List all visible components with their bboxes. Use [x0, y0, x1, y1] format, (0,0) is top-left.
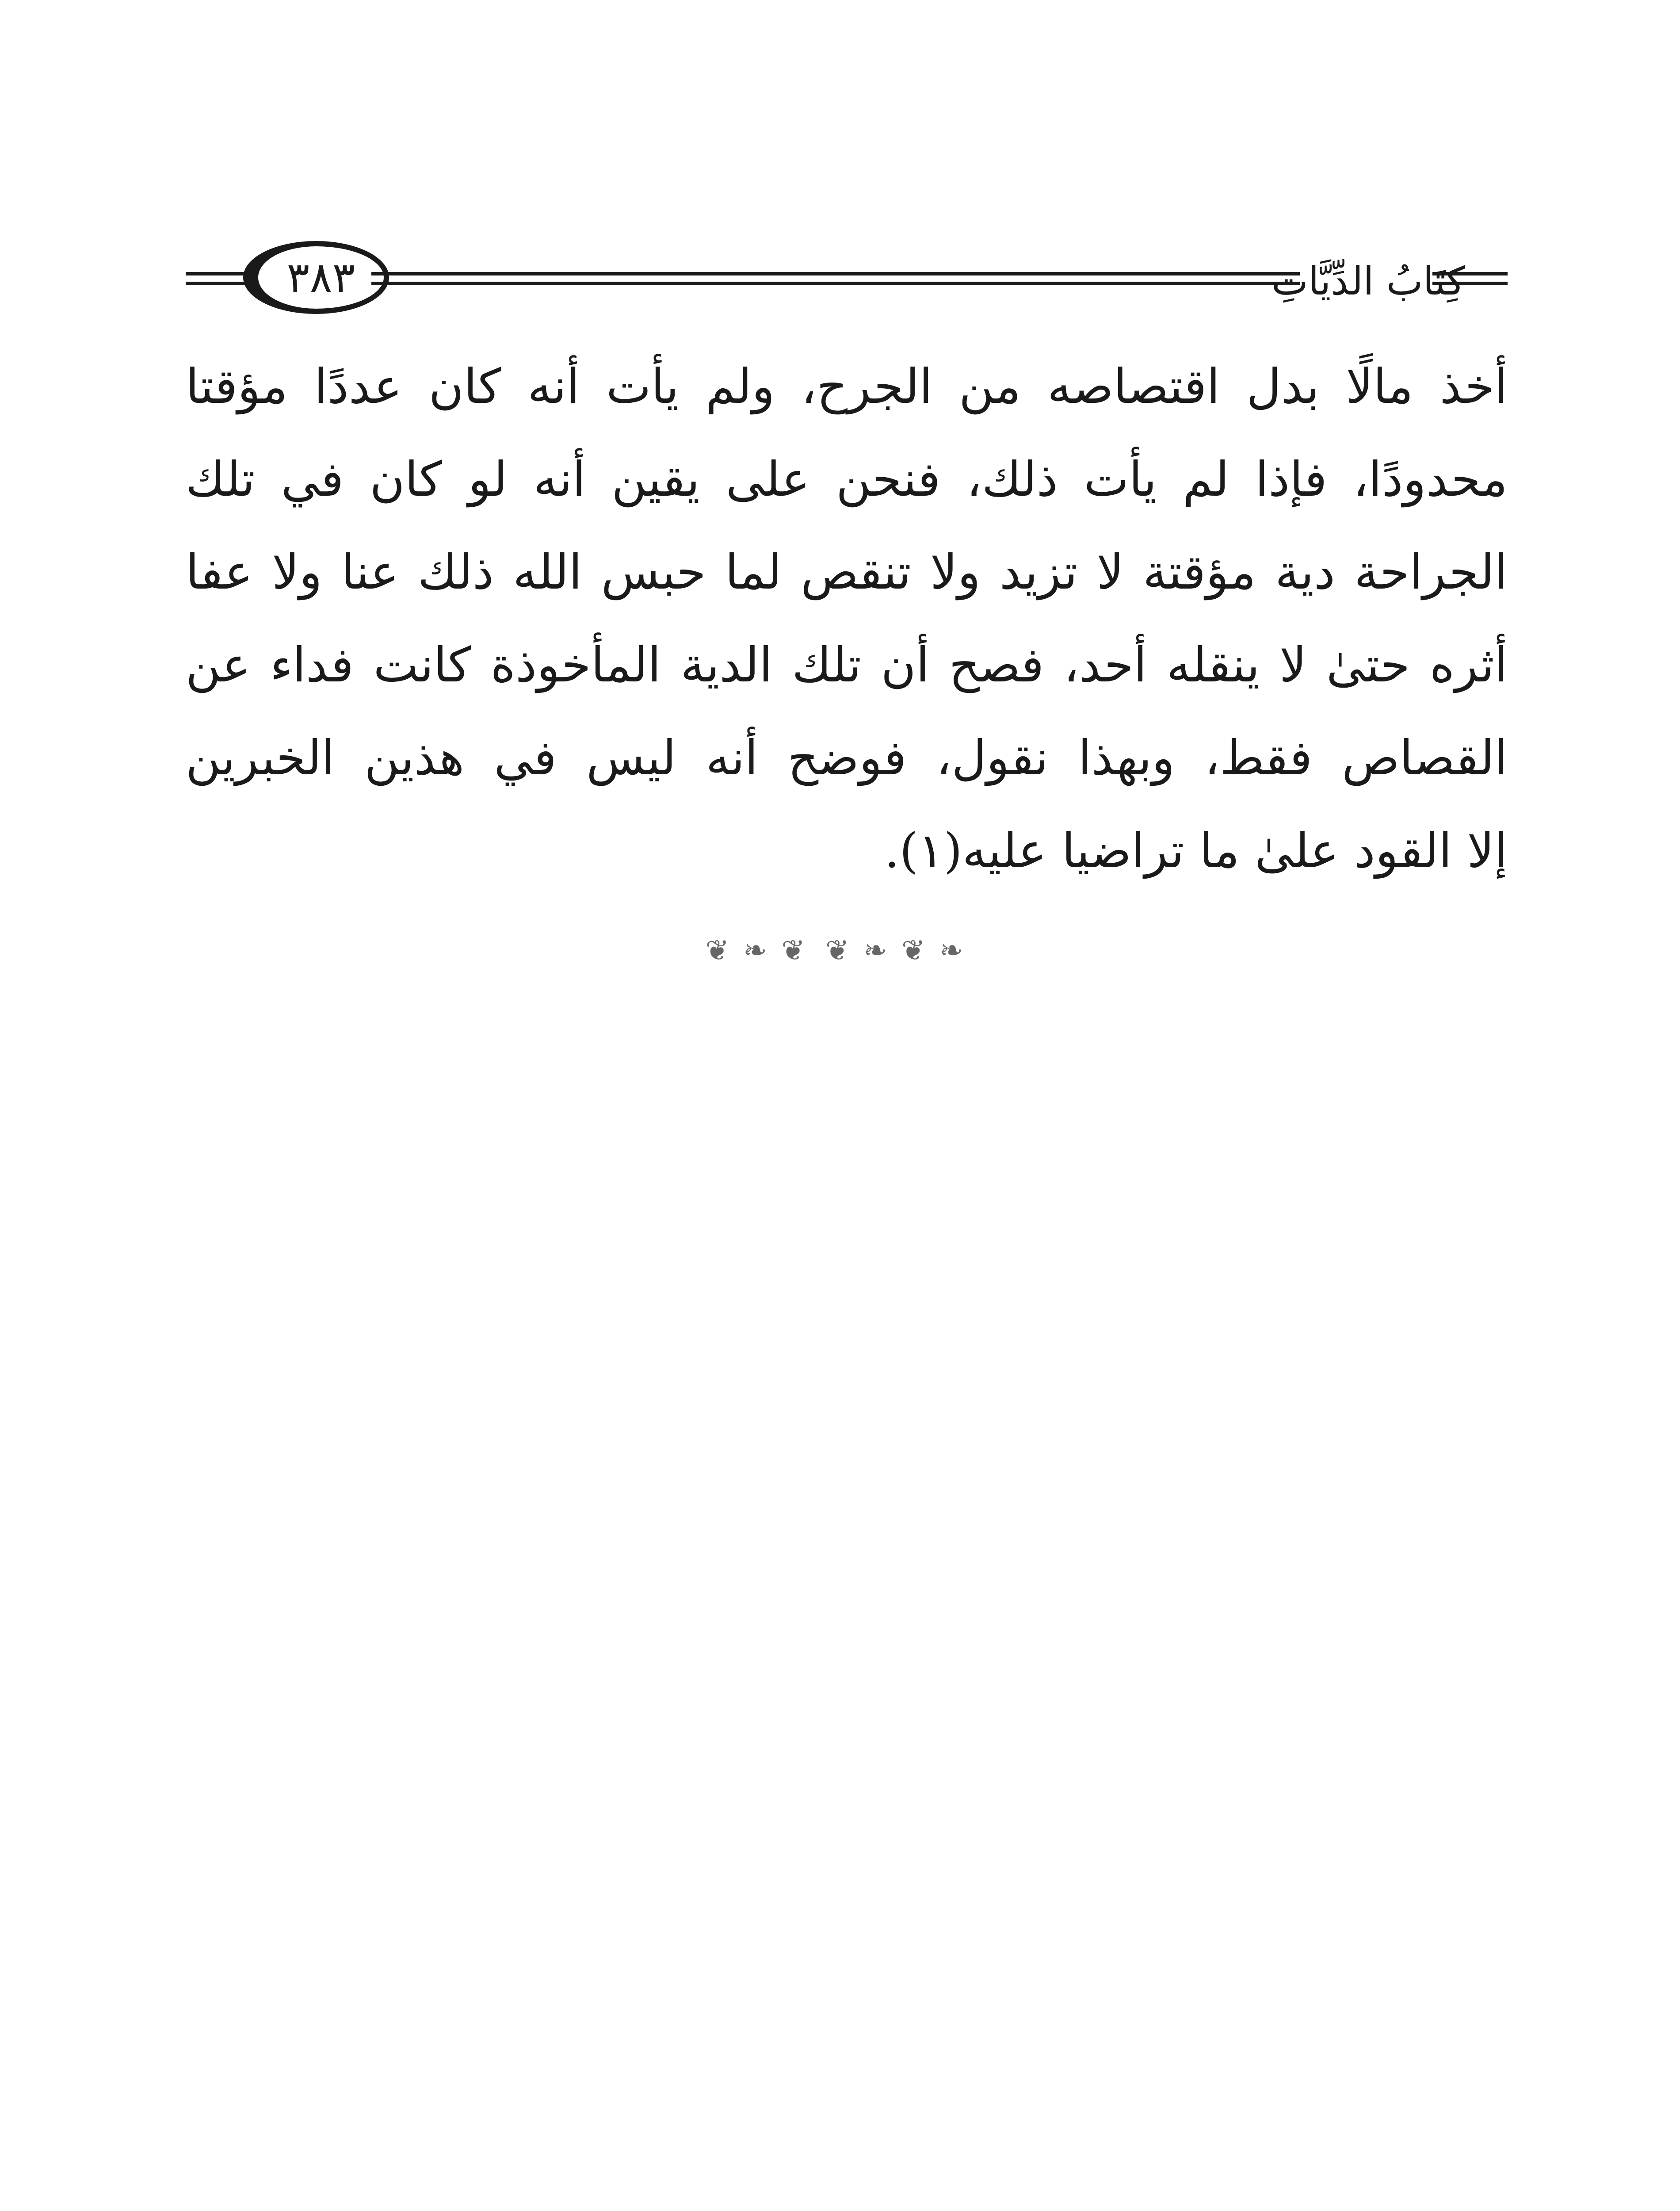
page-number-badge [243, 241, 389, 314]
text-line: الجراحة دية مؤقتة لا تزيد ولا تنقص لما حبس الله ذلك عنا ولا عفا [186, 545, 1508, 600]
main-text [186, 340, 1508, 898]
text-line: إلا القود علىٰ ما تراضيا عليه(١). [884, 823, 1508, 879]
ornament-left: ❦ ❧ ❦ [705, 934, 808, 967]
header-rule-middle [371, 272, 1300, 285]
page-header [186, 241, 1508, 321]
text-line: أخذ مالًا بدل اقتصاصه من الجرح، ولم يأت أنه كان عددًا مؤقتا [186, 359, 1508, 414]
section-end-ornament [619, 934, 1052, 967]
page-number: ٣٨٣ [286, 252, 355, 302]
text-line: أثره حتىٰ لا ينقله أحد، فصح أن تلك الدية المأخوذة كانت فداء عن [186, 638, 1508, 693]
ornament-right: ❦ ❧ ❦ ❧ [825, 934, 966, 967]
running-title: كِتَابُ الدِّيَّاتِ [1271, 258, 1465, 304]
text-line: القصاص فقط، وبهذا نقول، فوضح أنه ليس في هذين الخبرين [186, 731, 1508, 786]
header-rule-right [1432, 272, 1508, 285]
text-line: محدودًا، فإذا لم يأت ذلك، فنحن على يقين أنه لو كان في تلك [186, 452, 1508, 507]
